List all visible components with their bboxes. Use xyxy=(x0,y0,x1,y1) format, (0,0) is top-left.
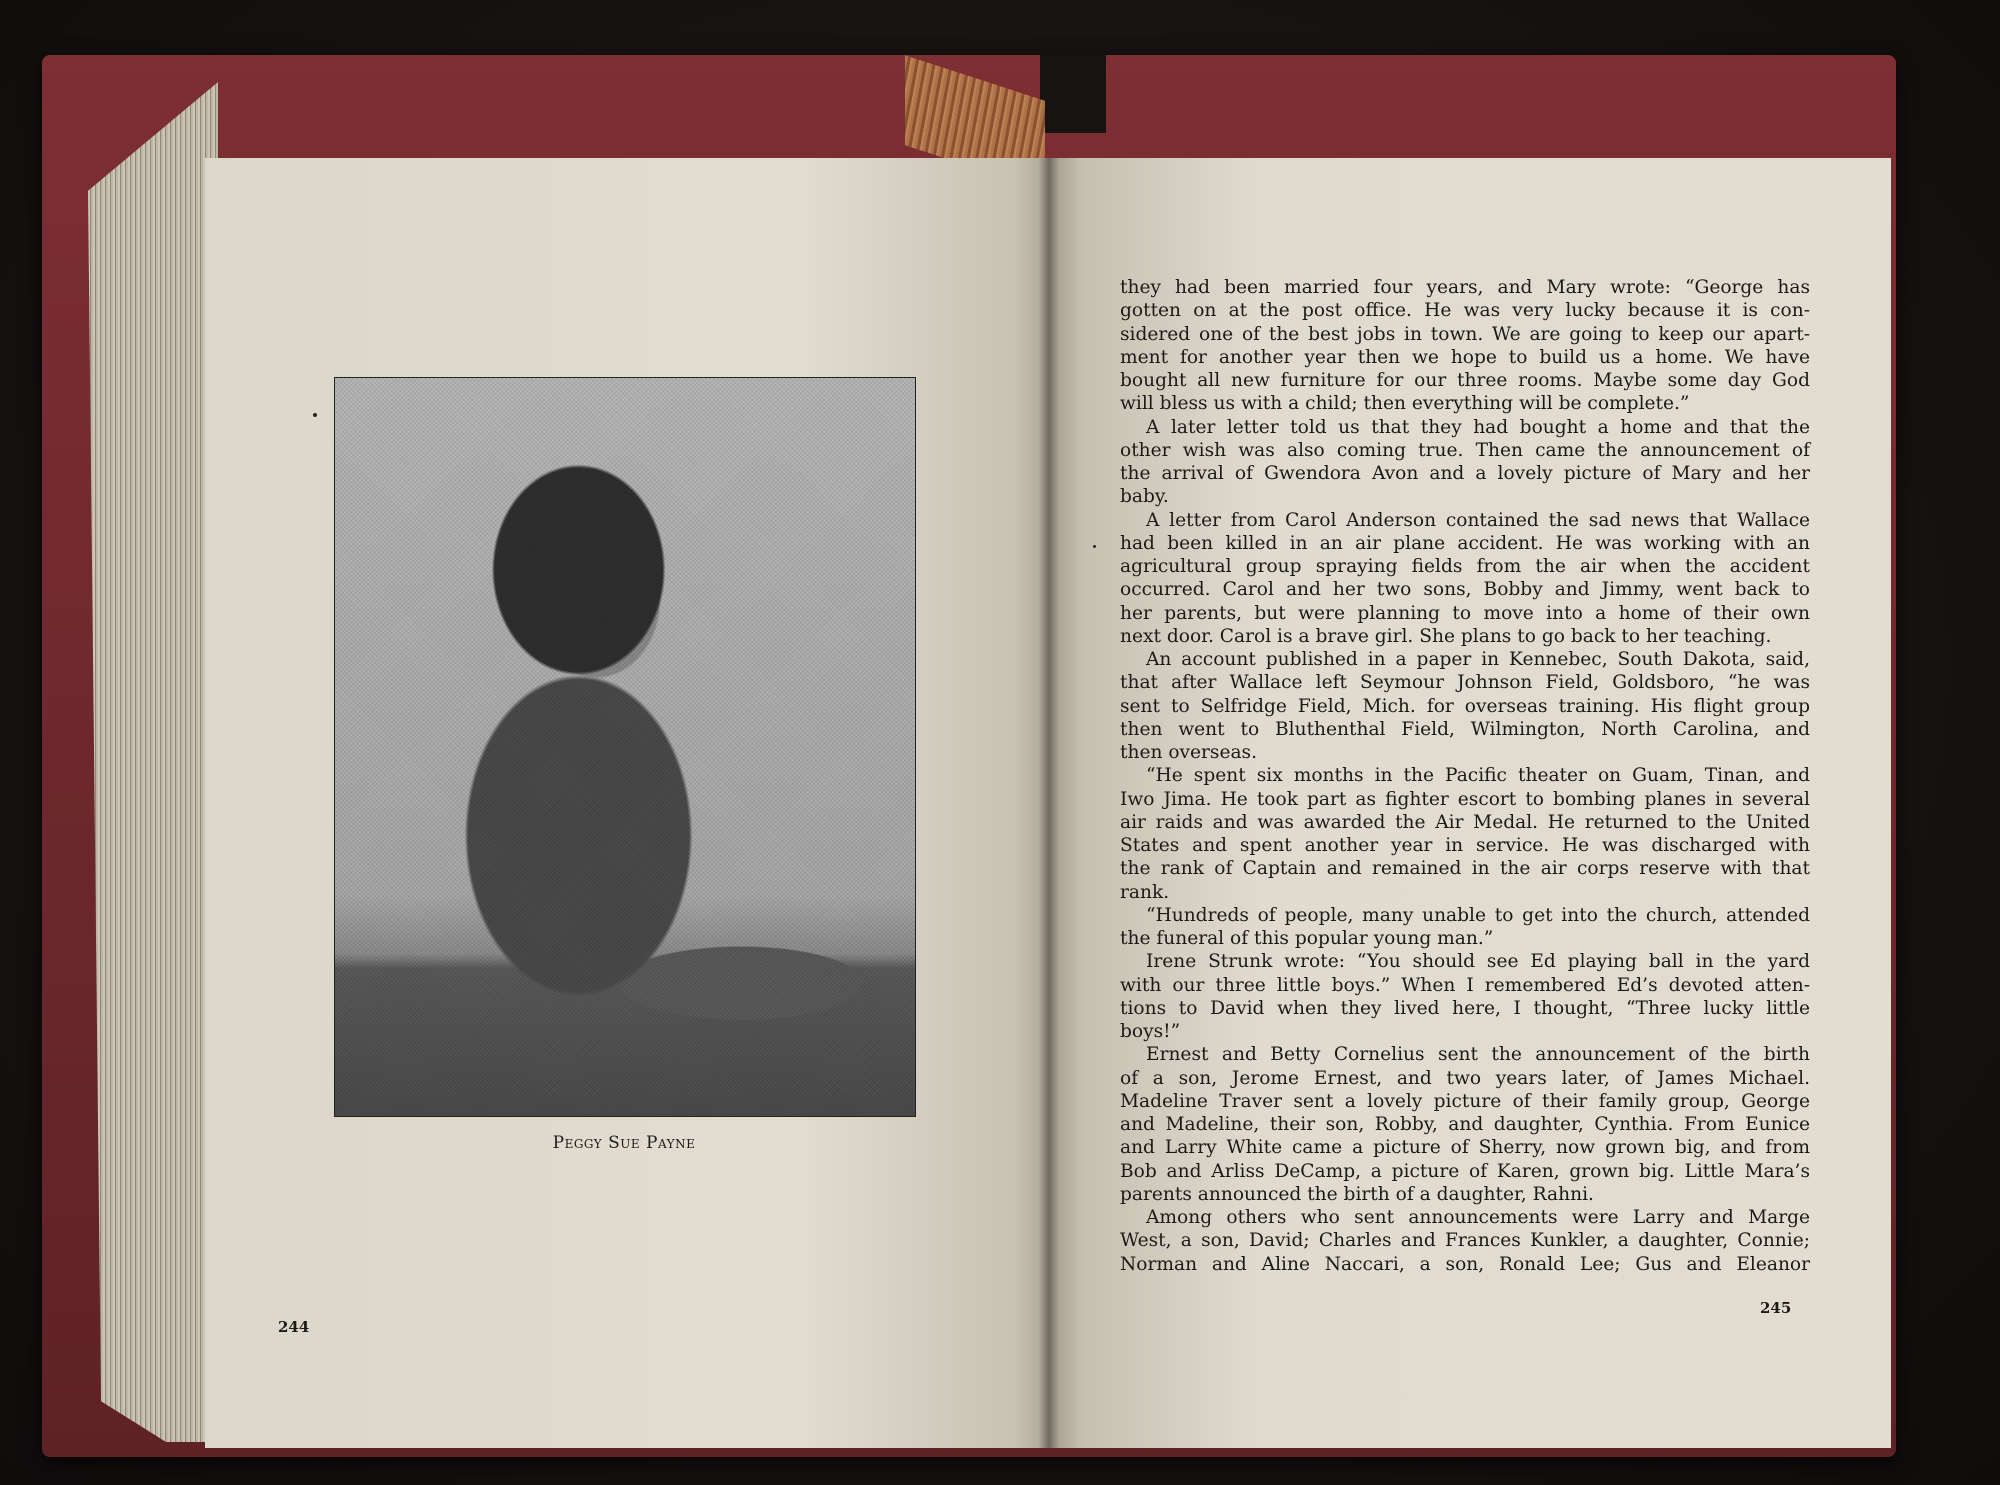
text-line: air raids and was awarded the Air Medal. He returned to the United xyxy=(1120,811,1810,833)
text-line: tions to David when they lived here, I thought, “Three lucky little xyxy=(1120,997,1810,1019)
text-line: parents announced the birth of a daughter, Rahni. xyxy=(1120,1183,1594,1205)
body-text xyxy=(1120,276,1810,1276)
text-line: rank. xyxy=(1120,881,1170,903)
text-line: her parents, but were planning to move into a home of their own xyxy=(1120,602,1810,624)
portrait-photo xyxy=(334,377,916,1117)
ink-speck xyxy=(313,413,317,417)
page-number-left: 244 xyxy=(278,1318,310,1336)
ink-speck xyxy=(1093,545,1096,548)
text-line: of a son, Jerome Ernest, and two years later, of James Michael. xyxy=(1120,1067,1810,1089)
text-line: sidered one of the best jobs in town. We are going to keep our apart- xyxy=(1120,323,1810,345)
book-gutter xyxy=(1038,158,1060,1448)
text-line: bought all new furniture for our three rooms. Maybe some day God xyxy=(1120,370,1810,391)
text-line: Irene Strunk wrote: “You should see Ed playing ball in the yard xyxy=(1146,951,1810,973)
text-line: sent to Selfridge Field, Mich. for overseas training. His flight group xyxy=(1120,695,1810,717)
page-edges xyxy=(88,82,218,1442)
text-line: the rank of Captain and remained in the air corps reserve with that xyxy=(1120,858,1810,880)
text-line: with our three little boys.” When I remembered Ed’s devoted atten- xyxy=(1120,974,1810,996)
text-line: other wish was also coming true. Then came the announcement of xyxy=(1120,439,1810,461)
cover-spine-gap xyxy=(1040,55,1106,133)
text-line: A letter from Carol Anderson contained the sad news that Wallace xyxy=(1146,509,1810,531)
text-line: that after Wallace left Seymour Johnson Field, Goldsboro, “he was xyxy=(1120,672,1810,694)
text-line: baby. xyxy=(1120,486,1169,508)
text-line: Iwo Jima. He took part as fighter escort to bombing planes in several xyxy=(1120,788,1810,810)
text-line: “He spent six months in the Pacific theater on Guam, Tinan, and xyxy=(1146,765,1810,787)
text-line: Madeline Traver sent a lovely picture of their family group, George xyxy=(1120,1090,1810,1112)
text-line: A later letter told us that they had bought a home and that the xyxy=(1146,416,1810,438)
text-line: Bob and Arliss DeCamp, a picture of Karen, grown big. Little Mara’s xyxy=(1120,1160,1810,1182)
text-line: then overseas. xyxy=(1120,742,1258,763)
text-line: the arrival of Gwendora Avon and a lovely picture of Mary and her xyxy=(1120,463,1810,484)
text-line: States and spent another year in service. He was discharged with xyxy=(1120,835,1810,856)
text-line: boys!” xyxy=(1120,1021,1181,1042)
text-line: next door. Carol is a brave girl. She plans to go back to her teaching. xyxy=(1120,625,1772,647)
page-number-right: 245 xyxy=(1760,1299,1792,1317)
text-line: ment for another year then we hope to build us a home. We have xyxy=(1120,346,1810,368)
text-line: Norman and Aline Naccari, a son, Ronald Lee; Gus and Eleanor xyxy=(1120,1253,1810,1275)
text-line: had been killed in an air plane accident. He was working with an xyxy=(1120,532,1810,554)
photo-caption: Peggy Sue Payne xyxy=(552,1133,696,1153)
text-line: Among others who sent announcements were Larry and Marge xyxy=(1146,1207,1810,1228)
text-line: the funeral of this popular young man.” xyxy=(1120,928,1494,949)
text-line: West, a son, David; Charles and Frances Kunkler, a daughter, Connie; xyxy=(1120,1230,1810,1252)
text-line: then went to Bluthenthal Field, Wilmington, North Carolina, and xyxy=(1120,718,1810,740)
text-line: will bless us with a child; then everything will be complete.” xyxy=(1120,393,1690,415)
text-line: Ernest and Betty Cornelius sent the announcement of the birth xyxy=(1146,1044,1810,1066)
text-line: and Madeline, their son, Robby, and daughter, Cynthia. From Eunice xyxy=(1120,1114,1810,1135)
text-line: An account published in a paper in Kennebec, South Dakota, said, xyxy=(1146,649,1810,670)
text-line: they had been married four years, and Mary wrote: “George has xyxy=(1120,277,1810,298)
text-line: gotten on at the post office. He was very lucky because it is con- xyxy=(1120,300,1810,322)
text-line: “Hundreds of people, many unable to get into the church, attended xyxy=(1146,904,1810,926)
text-line: and Larry White came a picture of Sherry, now grown big, and from xyxy=(1120,1137,1810,1159)
text-line: agricultural group spraying fields from the air when the accident xyxy=(1120,556,1810,577)
text-line: occurred. Carol and her two sons, Bobby and Jimmy, went back to xyxy=(1120,579,1810,601)
